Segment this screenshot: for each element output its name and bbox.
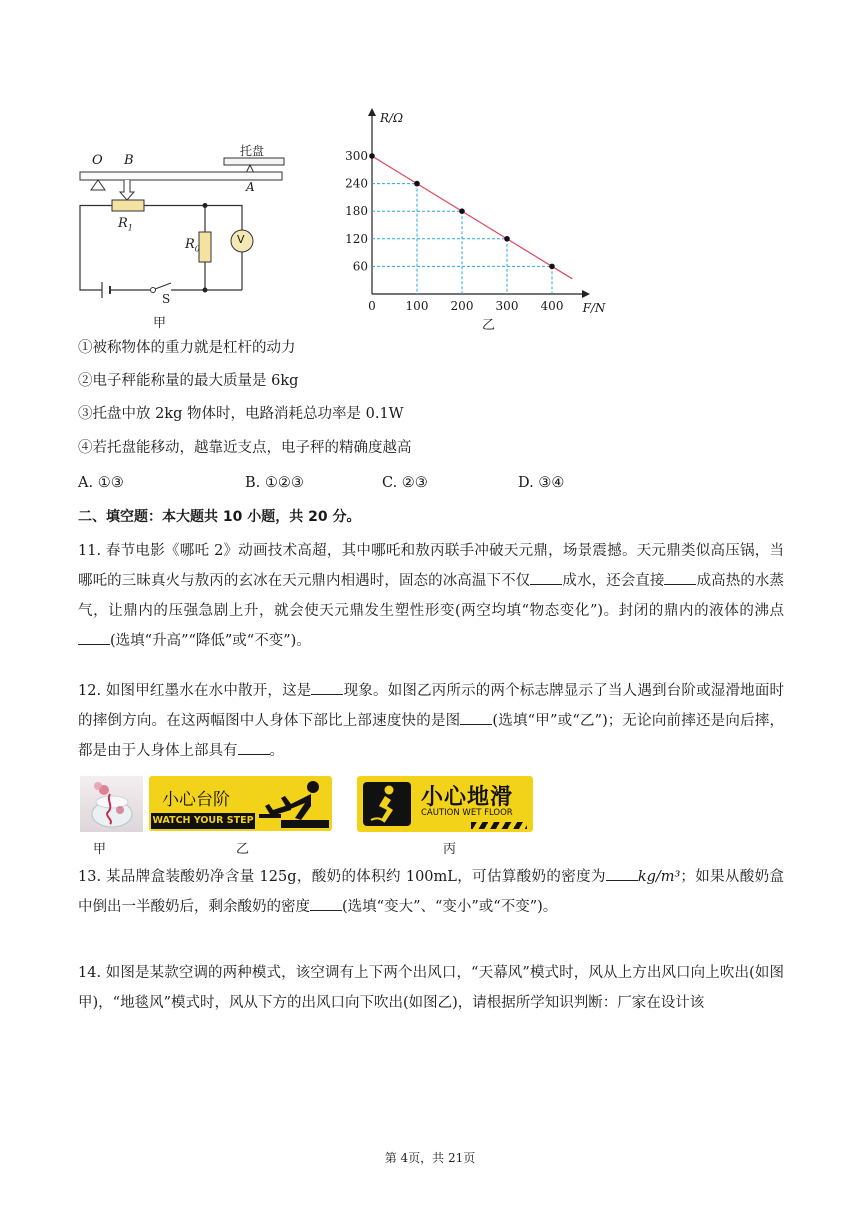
y-axis-title: R/Ω [380, 111, 404, 125]
falling-person-icon [255, 778, 331, 830]
option-2: ②电子秤能称量的最大质量是 6kg [78, 373, 299, 389]
sign2-cn: 小心地滑 [421, 785, 514, 810]
choice-c: C. ②③ [382, 475, 428, 491]
resistance-force-graph [336, 100, 626, 320]
label-voltmeter: V [237, 233, 245, 246]
option-4: ④若托盘能移动，越靠近支点，电子秤的精确度越高 [78, 440, 412, 456]
x-tick-label: 300 [495, 299, 519, 313]
question-11: 11. 春节电影《哪吒 2》动画技术高超，其中哪吒和敖丙联手冲破天元鼎，场景震撼。天元鼎类似高压锅，当哪吒的三昧真火与敖丙的玄冰在天元鼎内相遇时，固态的冰高温下不仅 成水，还会直接 成高热的水蒸气，让鼎内的压强急剧上升，就会使天元鼎发生塑性形变(两空均填“物态变化”)。封闭的鼎内的液体的沸点(选填“升高”“降低”或“不变”)。 [78, 543, 785, 649]
caption-jia: 甲 [93, 842, 107, 857]
data-point [459, 208, 465, 214]
blank[interactable] [238, 740, 270, 755]
caption-yi: 乙 [236, 842, 250, 857]
section-title: 二、填空题：本大题共 10 小题，共 20 分。 [78, 509, 361, 525]
origin-label: 0 [368, 299, 376, 313]
label-a: A [246, 180, 255, 194]
blank[interactable] [530, 570, 562, 585]
blank[interactable] [460, 710, 492, 725]
label-r1: $R_1$ [118, 216, 133, 233]
caution-wet-floor-sign [357, 776, 533, 832]
label-switch: S [162, 292, 171, 306]
y-tick-label: 60 [352, 259, 368, 274]
y-tick-label: 180 [345, 204, 368, 219]
y-tick-label: 300 [345, 149, 368, 163]
data-point [549, 264, 555, 270]
x-tick-label: 400 [540, 299, 564, 313]
label-o: O [92, 153, 103, 168]
blank[interactable] [311, 680, 343, 695]
lever-circuit-diagram [74, 140, 294, 330]
choice-b: B. ①②③ [245, 475, 304, 491]
label-b: B [124, 153, 134, 168]
sign1-cn: 小心台阶 [162, 790, 230, 810]
ink-in-water-photo [80, 776, 143, 832]
label-r0: $R_0$ [185, 237, 200, 254]
blank[interactable] [664, 570, 696, 585]
circuit-caption: 甲 [153, 316, 167, 331]
option-1: ①被称物体的重力就是杠杆的动力 [78, 340, 296, 356]
choice-d: D. ③④ [518, 475, 565, 491]
sign2-en: CAUTION WET FLOOR [421, 808, 513, 818]
x-axis-title: F/N [582, 301, 606, 315]
x-axis-arrow [582, 290, 590, 298]
y-tick-label: 120 [345, 231, 368, 246]
option-3: ③托盘中放 2kg 物体时，电路消耗总功率是 0.1W [78, 406, 404, 422]
choice-a: A. ①③ [78, 475, 124, 491]
slipping-person-icon [361, 780, 413, 828]
question-14: 14. 如图是某款空调的两种模式，该空调有上下两个出风口，“天幕风”模式时，风从上方出风口向上吹出(如图甲)，“地毯风”模式时，风从下方的出风口向下吹出(如图乙)，请根据所学知识判断：厂家在设计该 [78, 965, 784, 1011]
graph-caption: 乙 [482, 318, 496, 333]
data-point [369, 153, 375, 159]
hazard-stripes [471, 822, 527, 829]
y-axis-arrow [368, 108, 376, 116]
caption-bing: 丙 [443, 842, 457, 857]
question-13: 13. 某品牌盒装酸奶净含量 125g，酸奶的体积约 100mL，可估算酸奶的密度为 kg/m³；如果从酸奶盒中倒出一半酸奶后，剩余酸奶的密度 (选填“变大”、“变小”或“不变”)。 [78, 862, 784, 922]
label-tray: 托盘 [240, 144, 265, 158]
blank[interactable] [310, 896, 342, 911]
sign1-en: WATCH YOUR STEP [151, 813, 255, 829]
data-point [414, 181, 420, 187]
y-tick-label: 240 [345, 176, 368, 191]
blank[interactable] [606, 866, 638, 881]
data-point [504, 236, 510, 242]
question-12: 12. 如图甲红墨水在水中散开，这是 现象。如图乙丙所示的两个标志牌显示了当人遇到台阶或湿滑地面时的摔倒方向。在这两幅图中人身体下部比上部速度快的是图 (选填“甲”或“乙”)；无论向前摔还是向后摔，都是由于人身体上部具有 。 [78, 676, 784, 766]
x-tick-label: 100 [405, 299, 429, 313]
page-footer: 第 4页，共 21页 [384, 1151, 476, 1165]
x-tick-label: 200 [450, 299, 474, 313]
series-line [372, 156, 572, 279]
blank[interactable] [78, 630, 110, 645]
watch-your-step-sign [149, 776, 332, 831]
